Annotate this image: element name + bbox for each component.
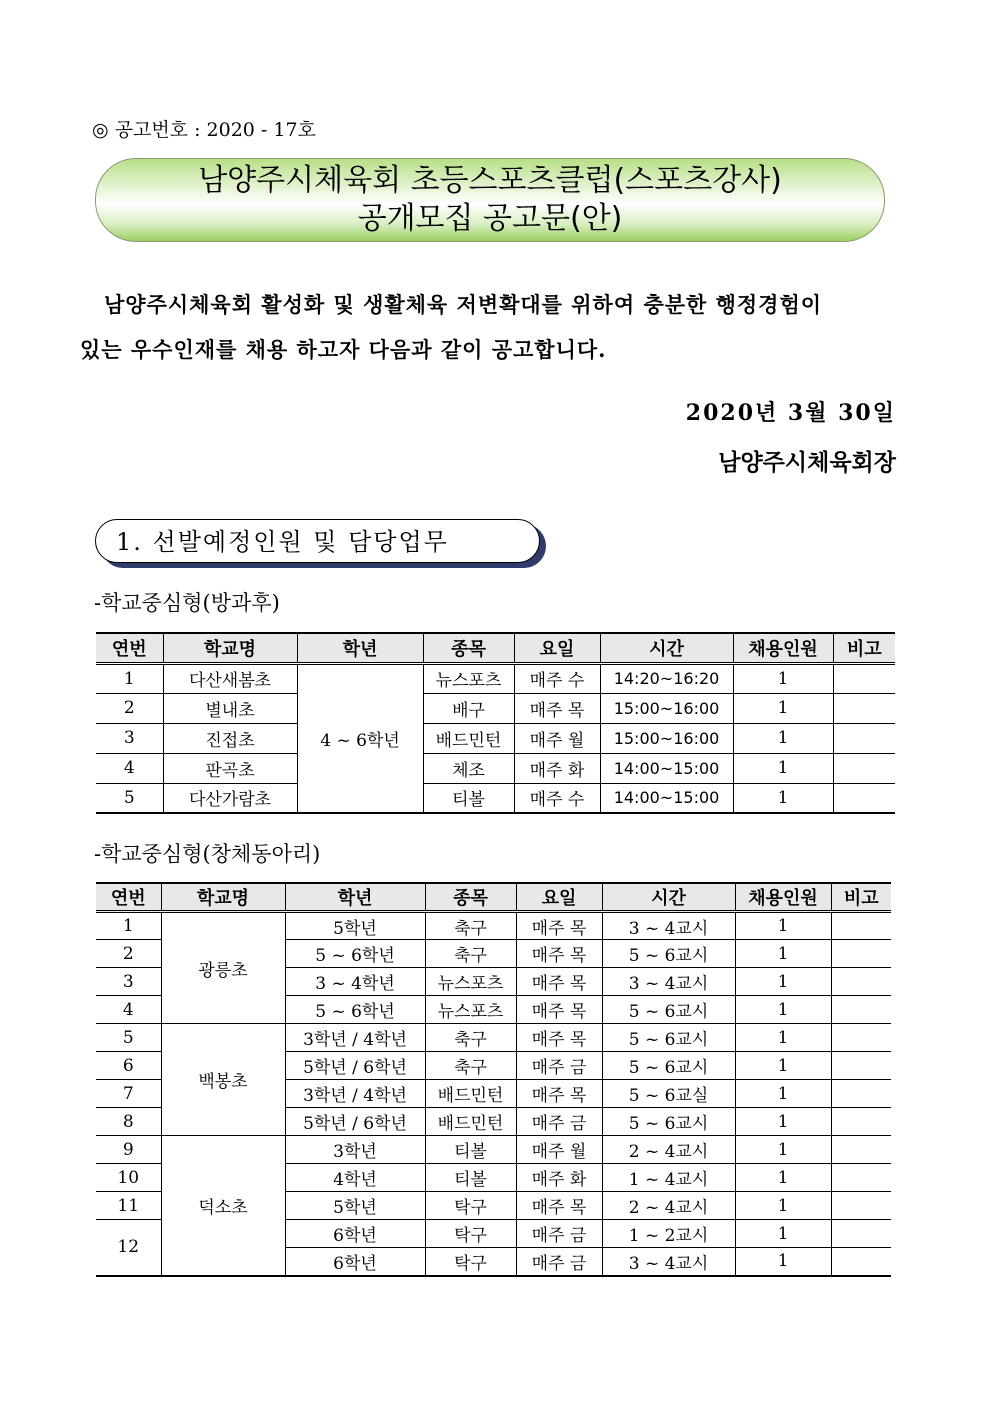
weekday: 매주 금 [516, 1052, 602, 1080]
table-row [96, 912, 891, 940]
row-number: 3 [96, 968, 161, 996]
header-cell: 종목 [425, 883, 516, 912]
grade: 6학년 [285, 1220, 425, 1248]
header-cell: 요일 [516, 883, 602, 912]
hire-count: 1 [735, 1220, 831, 1248]
sport: 티볼 [425, 1164, 516, 1192]
weekday: 매주 화 [514, 753, 600, 783]
row-number: 8 [96, 1108, 161, 1136]
header-cell: 채용인원 [733, 633, 833, 663]
club-table [96, 882, 891, 1277]
note [831, 1248, 891, 1276]
row-number: 7 [96, 1080, 161, 1108]
note [831, 940, 891, 968]
weekday: 매주 화 [516, 1164, 602, 1192]
row-number: 10 [96, 1164, 161, 1192]
hire-count: 1 [735, 1108, 831, 1136]
grade: 6학년 [285, 1248, 425, 1276]
organization-name: 남양주시체육회장 [718, 449, 896, 476]
sport: 축구 [425, 1052, 516, 1080]
note [831, 1052, 891, 1080]
school-name: 다산새봄초 [163, 663, 297, 693]
header-cell: 시간 [600, 633, 733, 663]
period: 2 ~ 4교시 [602, 1192, 735, 1220]
row-number: 1 [96, 912, 161, 940]
sport: 배드민턴 [425, 1108, 516, 1136]
note [831, 1136, 891, 1164]
note [833, 753, 895, 783]
weekday: 매주 금 [516, 1220, 602, 1248]
school-name: 진접초 [163, 723, 297, 753]
header-cell: 학교명 [163, 633, 297, 663]
row-number: 12 [96, 1220, 161, 1276]
school-name: 백봉초 [161, 1024, 285, 1136]
note [831, 1080, 891, 1108]
grade: 5학년 / 6학년 [285, 1052, 425, 1080]
sport: 탁구 [425, 1248, 516, 1276]
sport: 배드민턴 [423, 723, 514, 753]
hire-count: 1 [735, 1164, 831, 1192]
hire-count: 1 [733, 783, 833, 813]
sport: 티볼 [423, 783, 514, 813]
header-cell: 연번 [96, 633, 163, 663]
table-row [96, 723, 895, 753]
row-number: 6 [96, 1052, 161, 1080]
weekday: 매주 목 [516, 912, 602, 940]
grade: 5학년 [285, 1192, 425, 1220]
table-row [96, 693, 895, 723]
grade: 5학년 [285, 912, 425, 940]
note [831, 1108, 891, 1136]
grade: 5학년 / 6학년 [285, 1108, 425, 1136]
hire-count: 1 [735, 912, 831, 940]
subheading-club: -학교중심형(창체동아리) [94, 842, 321, 866]
note [831, 1192, 891, 1220]
sport: 뉴스포츠 [423, 663, 514, 693]
hire-count: 1 [735, 1080, 831, 1108]
hire-count: 1 [735, 940, 831, 968]
note [831, 1024, 891, 1052]
row-number: 2 [96, 940, 161, 968]
header-cell: 요일 [514, 633, 600, 663]
weekday: 매주 목 [516, 940, 602, 968]
time: 14:00~15:00 [600, 783, 733, 813]
sport: 배구 [423, 693, 514, 723]
header-cell: 채용인원 [735, 883, 831, 912]
school-name: 별내초 [163, 693, 297, 723]
time: 14:00~15:00 [600, 753, 733, 783]
title-banner [95, 158, 885, 242]
note [833, 693, 895, 723]
header-cell: 비고 [831, 883, 891, 912]
row-number: 11 [96, 1192, 161, 1220]
time: 15:00~16:00 [600, 693, 733, 723]
sport: 축구 [425, 912, 516, 940]
afterschool-table [96, 632, 895, 814]
grade: 4학년 [285, 1164, 425, 1192]
period: 5 ~ 6교실 [602, 1080, 735, 1108]
period: 5 ~ 6교시 [602, 1108, 735, 1136]
note [831, 912, 891, 940]
weekday: 매주 수 [514, 783, 600, 813]
sport: 축구 [425, 940, 516, 968]
header-cell: 학교명 [161, 883, 285, 912]
intro-paragraph [80, 282, 898, 372]
hire-count: 1 [735, 1024, 831, 1052]
sport: 탁구 [425, 1192, 516, 1220]
row-number: 1 [96, 663, 163, 693]
table-header-row [96, 883, 891, 912]
header-cell: 종목 [423, 633, 514, 663]
row-number: 4 [96, 996, 161, 1024]
weekday: 매주 목 [516, 1192, 602, 1220]
table-row [96, 1136, 891, 1164]
note [833, 663, 895, 693]
time: 14:20~16:20 [600, 663, 733, 693]
weekday: 매주 목 [516, 968, 602, 996]
title-line-1: 남양주시체육회 초등스포츠클럽(스포츠강사) [198, 163, 782, 198]
note [833, 783, 895, 813]
sport: 탁구 [425, 1220, 516, 1248]
weekday: 매주 목 [514, 693, 600, 723]
note [831, 996, 891, 1024]
sport: 티볼 [425, 1136, 516, 1164]
note [831, 1164, 891, 1192]
period: 3 ~ 4교시 [602, 1248, 735, 1276]
period: 1 ~ 2교시 [602, 1220, 735, 1248]
weekday: 매주 월 [516, 1136, 602, 1164]
header-cell: 학년 [297, 633, 423, 663]
intro-line-1: 남양주시체육회 활성화 및 생활체육 저변확대를 위하여 충분한 행정경험이 [104, 292, 823, 317]
weekday: 매주 목 [516, 1024, 602, 1052]
grade: 3학년 / 4학년 [285, 1080, 425, 1108]
school-name: 다산가람초 [163, 783, 297, 813]
sport: 축구 [425, 1024, 516, 1052]
period: 5 ~ 6교시 [602, 996, 735, 1024]
note [833, 723, 895, 753]
weekday: 매주 금 [516, 1108, 602, 1136]
period: 1 ~ 4교시 [602, 1164, 735, 1192]
weekday: 매주 수 [514, 663, 600, 693]
weekday: 매주 목 [516, 996, 602, 1024]
hire-count: 1 [735, 1192, 831, 1220]
row-number: 4 [96, 753, 163, 783]
hire-count: 1 [733, 693, 833, 723]
period: 5 ~ 6교시 [602, 1052, 735, 1080]
hire-count: 1 [735, 968, 831, 996]
table-row [96, 753, 895, 783]
title-line-2: 공개모집 공고문(안) [357, 201, 623, 236]
section-heading: 1. 선발예정인원 및 담당업무 [95, 519, 540, 563]
header-cell: 학년 [285, 883, 425, 912]
header-cell: 비고 [833, 633, 895, 663]
sport: 뉴스포츠 [425, 996, 516, 1024]
hire-count: 1 [733, 723, 833, 753]
weekday: 매주 월 [514, 723, 600, 753]
row-number: 5 [96, 783, 163, 813]
hire-count: 1 [733, 663, 833, 693]
table-row [96, 783, 895, 813]
row-number: 2 [96, 693, 163, 723]
weekday: 매주 목 [516, 1080, 602, 1108]
grade-range: 4 ~ 6학년 [297, 663, 423, 813]
note [831, 1220, 891, 1248]
school-name: 광릉초 [161, 912, 285, 1024]
table-row [96, 663, 895, 693]
sport: 배드민턴 [425, 1080, 516, 1108]
header-cell: 시간 [602, 883, 735, 912]
hire-count: 1 [735, 1248, 831, 1276]
note [831, 968, 891, 996]
table-row [96, 1024, 891, 1052]
hire-count: 1 [735, 1052, 831, 1080]
hire-count: 1 [735, 1136, 831, 1164]
intro-line-2: 있는 우수인재를 채용 하고자 다음과 같이 공고합니다. [80, 337, 607, 362]
school-name: 덕소초 [161, 1136, 285, 1276]
grade: 5 ~ 6학년 [285, 996, 425, 1024]
row-number: 5 [96, 1024, 161, 1052]
row-number: 3 [96, 723, 163, 753]
table-header-row [96, 633, 895, 663]
period: 3 ~ 4교시 [602, 968, 735, 996]
grade: 5 ~ 6학년 [285, 940, 425, 968]
weekday: 매주 금 [516, 1248, 602, 1276]
school-name: 판곡초 [163, 753, 297, 783]
notice-number: ◎ 공고번호 : 2020 - 17호 [92, 119, 316, 141]
row-number: 9 [96, 1136, 161, 1164]
period: 5 ~ 6교시 [602, 940, 735, 968]
header-cell: 연번 [96, 883, 161, 912]
period: 2 ~ 4교시 [602, 1136, 735, 1164]
period: 5 ~ 6교시 [602, 1024, 735, 1052]
grade: 3 ~ 4학년 [285, 968, 425, 996]
hire-count: 1 [735, 996, 831, 1024]
sport: 체조 [423, 753, 514, 783]
hire-count: 1 [733, 753, 833, 783]
time: 15:00~16:00 [600, 723, 733, 753]
grade: 3학년 / 4학년 [285, 1024, 425, 1052]
period: 3 ~ 4교시 [602, 912, 735, 940]
announcement-date: 2020년 3월 30일 [685, 400, 896, 426]
subheading-afterschool: -학교중심형(방과후) [94, 591, 280, 615]
sport: 뉴스포츠 [425, 968, 516, 996]
grade: 3학년 [285, 1136, 425, 1164]
